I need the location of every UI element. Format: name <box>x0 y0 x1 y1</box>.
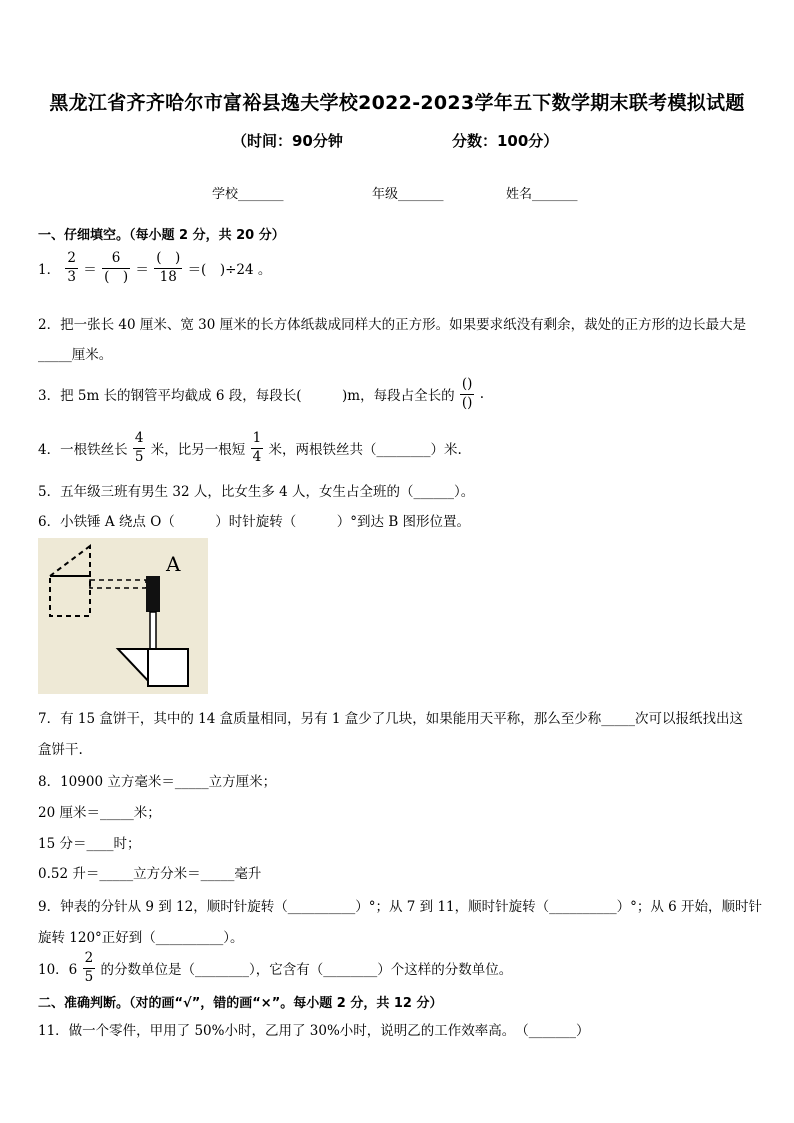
q3-text: 3．把 5m 长的钢管平均截成 6 段，每段长( )m，每段占全长的 <box>38 388 455 404</box>
question-6: 6．小铁锤 A 绕点 O（ ）时针旋转（ ）°到达 B 图形位置。 <box>38 514 471 530</box>
base-square <box>148 649 188 686</box>
question-2-line-1: 2．把一张长 40 厘米、宽 30 厘米的长方体纸裁成同样大的正方形。如果要求纸没有剩余，裁处的正方形的边长最大是 <box>38 317 747 333</box>
q10-text: 的分数单位是（________），它含有（________）个这样的分数单位。 <box>100 962 513 978</box>
school-field: 学校_______ <box>212 187 284 202</box>
question-7-line-1: 7．有 15 盒饼干，其中的 14 盒质量相同，另有 1 盒少了几块，如果能用天平称，那么至少称_____次可以报纸找出这 <box>38 711 744 727</box>
page-title: 黑龙江省齐齐哈尔市富裕县逸夫学校2022-2023学年五下数学期末联考模拟试题 <box>49 92 745 114</box>
question-8-line-3: 15 分＝____时； <box>38 836 141 852</box>
hammer-head <box>146 576 160 612</box>
question-7-line-2: 盒饼干. <box>38 742 83 758</box>
q10-whole: 10．6 <box>38 962 78 978</box>
question-2-line-2: _____厘米。 <box>38 347 113 363</box>
dashed-handle <box>90 580 146 588</box>
section-heading-judge: 二、准确判断。（对的画“√”，错的画“×”。每小题 2 分，共 12 分） <box>38 996 443 1011</box>
q1-tail: ＝( )÷24 。 <box>187 262 272 278</box>
question-4 <box>38 432 462 464</box>
q3-end: . <box>479 386 485 402</box>
hammer-diagram <box>38 538 208 694</box>
q4-fraction-2: $\frac{1}{4}$ <box>252 430 262 465</box>
question-1 <box>38 252 271 284</box>
q1-equals: ＝ <box>135 262 149 278</box>
q4-fraction-1: $\frac{4}{5}$ <box>134 430 144 465</box>
dashed-square <box>50 576 90 616</box>
q3-fraction: $\frac{()}{()}$ <box>461 376 473 411</box>
hammer-handle <box>150 612 156 649</box>
q4-text-c: 米，两根铁丝共（________）米. <box>268 442 462 458</box>
q1-fraction-3: $\frac{( )}{18}$ <box>156 250 181 285</box>
question-8-line-2: 20 厘米＝_____米； <box>38 805 161 821</box>
grade-field: 年级_______ <box>372 187 444 202</box>
question-9-line-1: 9．钟表的分针从 9 到 12，顺时针旋转（__________）°；从 7 到 11，顺时针旋转（__________）°；从 6 开始，顺时针 <box>38 899 763 915</box>
question-11: 11．做一个零件，甲用了 50%小时，乙用了 30%小时，说明乙的工作效率高。 （_______） <box>38 1023 590 1039</box>
question-8-line-1: 8．10900 立方毫米＝_____立方厘米； <box>38 774 277 790</box>
q4-text-a: 4．一根铁丝长 <box>38 442 128 458</box>
q1-fraction-2: $\frac{6}{( )}$ <box>104 250 129 285</box>
point-a-label: A <box>166 552 181 576</box>
question-3 <box>38 378 484 410</box>
hammer-rotation-figure <box>38 538 208 694</box>
question-9-line-2: 旋转 120°正好到（__________）。 <box>38 930 244 946</box>
exam-score: 分数：100分） <box>452 132 559 150</box>
question-8-line-4: 0.52 升＝_____立方分米＝_____毫升 <box>38 866 262 882</box>
name-field: 姓名_______ <box>506 187 578 202</box>
dashed-triangle <box>50 546 90 576</box>
q1-number: 1． <box>38 262 61 278</box>
q1-equals: ＝ <box>83 262 97 278</box>
q1-fraction-1: $\frac{2}{3}$ <box>67 250 76 285</box>
question-10 <box>38 952 512 984</box>
question-5: 5．五年级三班有男生 32 人，比女生多 4 人，女生占全班的（______）。 <box>38 484 475 500</box>
q10-fraction: $\frac{2}{5}$ <box>84 950 94 985</box>
exam-time: （时间：90分钟 <box>232 132 343 150</box>
q4-text-b: 米，比另一根短 <box>150 442 246 458</box>
section-heading-fill: 一、仔细填空。（每小题 2 分，共 20 分） <box>38 228 285 243</box>
